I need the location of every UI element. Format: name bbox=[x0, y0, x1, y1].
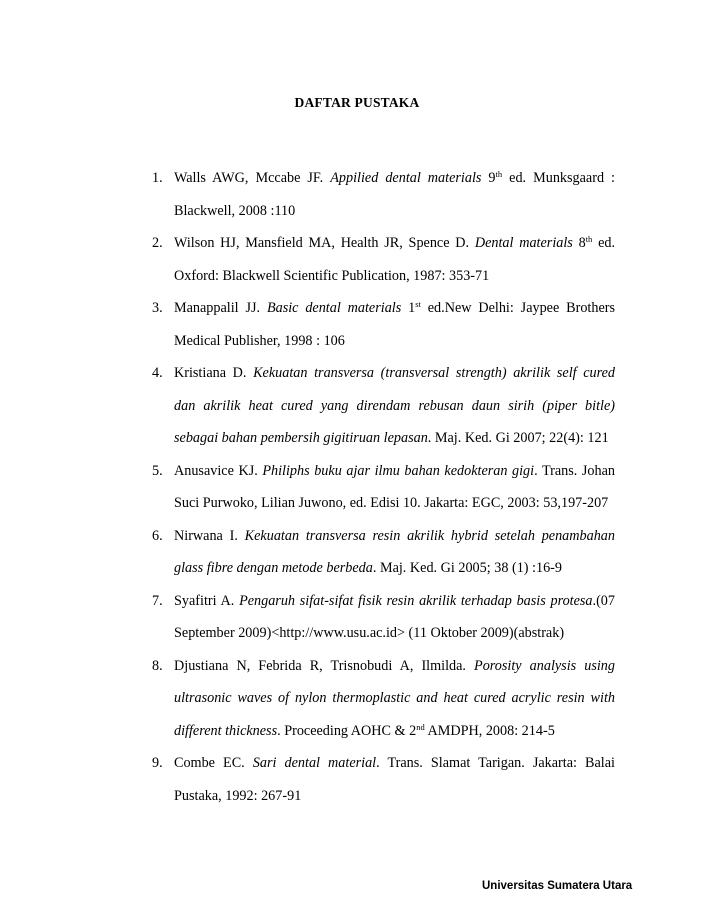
reference-item: 8. Djustiana N, Febrida R, Trisnobudi A, Ilmilda. Porosity analysis using ultrasonic waves of nylon thermoplastic and heat cured acrylic resin with different thickness. Proceeding AOHC & 2nd AMDPH, 2008: 214-5 bbox=[152, 657, 615, 739]
reference-item: 2. Wilson HJ, Mansfield MA, Health JR, Spence D. Dental materials 8th ed. Oxford: Blackwell Scientific Publication, 1987: 353-71 bbox=[152, 234, 616, 284]
page-title: DAFTAR PUSTAKA bbox=[294, 95, 420, 110]
reference-item: 6. Nirwana I. Kekuatan transversa resin akrilik hybrid setelah penambahan glass fibre dengan metode berbeda. Maj. Ked. Gi 2005; 38 (1) :16-9 bbox=[152, 527, 615, 576]
reference-item: 1. Walls AWG, Mccabe JF. Appilied dental materials 9th ed. Munksgaard : Blackwell, 2008 :110 bbox=[152, 169, 616, 219]
footer-institution: Universitas Sumatera Utara bbox=[482, 880, 633, 892]
reference-item: 3. Manappalil JJ. Basic dental materials 1st ed.New Delhi: Jaypee Brothers Medical Publisher, 1998 : 106 bbox=[152, 299, 615, 349]
reference-list bbox=[152, 162, 615, 812]
reference-item: 5. Anusavice KJ. Philiphs buku ajar ilmu bahan kedokteran gigi. Trans. Johan Suci Purwoko, Lilian Juwono, ed. Edisi 10. Jakarta: EGC, 2003: 53,197-207 bbox=[152, 462, 615, 511]
reference-item: 4. Kristiana D. Kekuatan transversa (transversal strength) akrilik self cured dan akrilik heat cured yang direndam rebusan daun sirih (piper bitle) sebagai bahan pembersih gigitiruan lepasan. Maj. Ked. Gi 2007; 22(4): 121 bbox=[152, 365, 615, 446]
reference-item: 7. Syafitri A. Pengaruh sifat-sifat fisik resin akrilik terhadap basis protesa.(07 September 2009)<http://www.usu.ac.id> (11 Oktober 2009)(abstrak) bbox=[152, 592, 615, 641]
reference-item: 9. Combe EC. Sari dental material. Trans. Slamat Tarigan. Jakarta: Balai Pustaka, 1992: 267-91 bbox=[152, 755, 615, 804]
